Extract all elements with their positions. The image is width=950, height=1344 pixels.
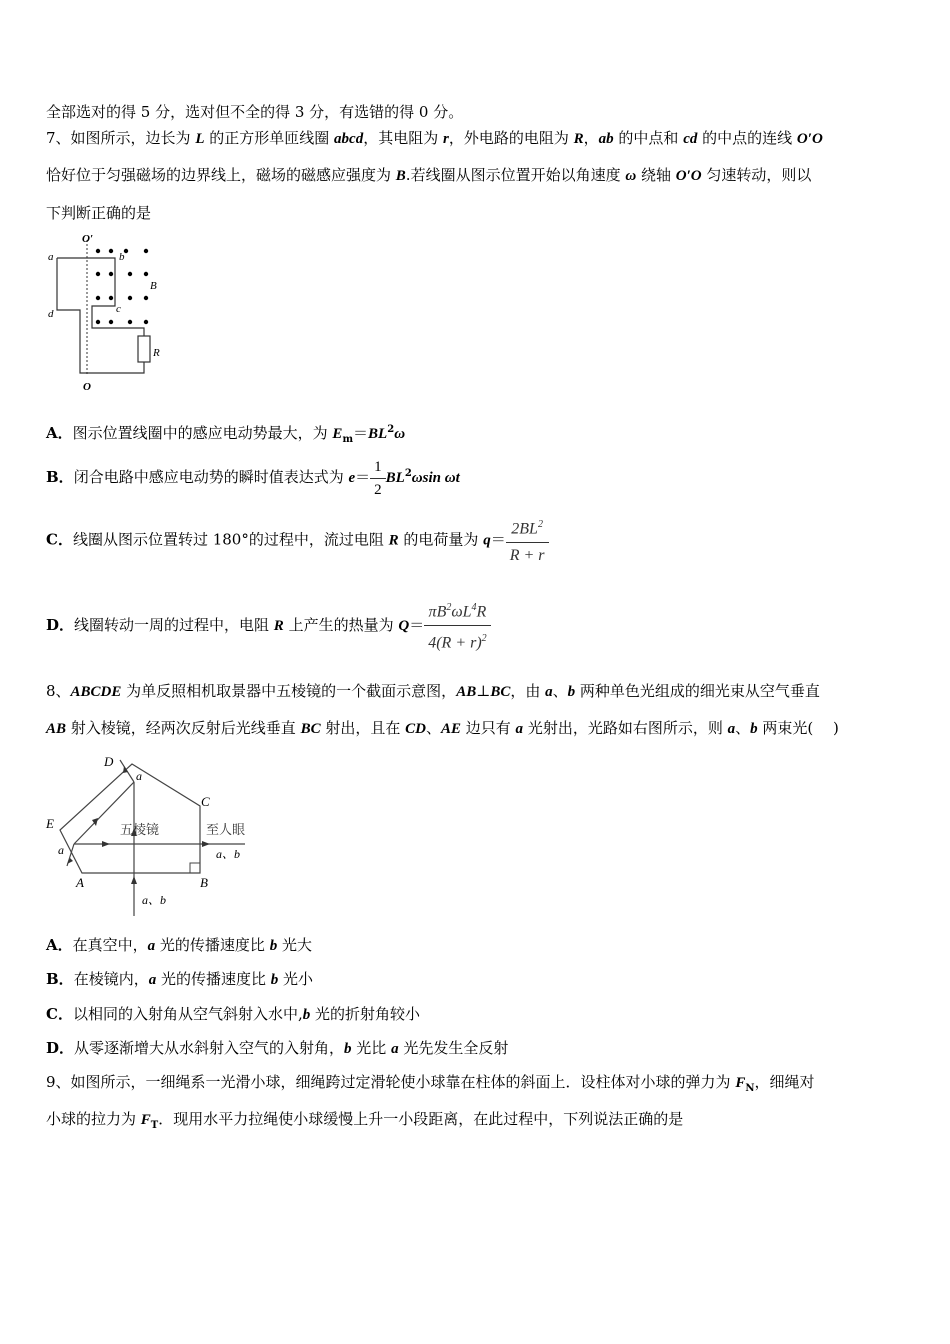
var-a: a bbox=[515, 721, 524, 737]
text: 光小 bbox=[278, 970, 314, 988]
q7-option-a[interactable] bbox=[46, 420, 405, 450]
text: 9、如图所示，一细绳系一光滑小球，细绳跨过定滑轮使小球靠在柱体的斜面上．设柱体对小球的弹力为 bbox=[46, 1073, 736, 1091]
fraction-half bbox=[370, 458, 386, 499]
prism-outline bbox=[60, 764, 200, 873]
fraction-charge bbox=[506, 514, 549, 567]
var-axis: O′O bbox=[796, 131, 823, 147]
text: 两束光( ) bbox=[757, 719, 839, 737]
var-F: F bbox=[735, 1075, 746, 1091]
resistor bbox=[138, 336, 150, 362]
q7-coil-figure bbox=[40, 228, 180, 398]
text: ，由 bbox=[510, 682, 546, 700]
text: 光大 bbox=[277, 936, 312, 954]
text: 光的折射角较小 bbox=[310, 1005, 421, 1023]
text: 8、 bbox=[46, 682, 71, 700]
text: 上产生的热量为 bbox=[283, 615, 399, 634]
var-a: a bbox=[391, 1041, 399, 1057]
label-c: c bbox=[116, 303, 121, 315]
arrow-right-1 bbox=[102, 841, 110, 847]
arrow-up-1 bbox=[131, 876, 137, 884]
text: .若线圈从图示位置开始以角速度 bbox=[405, 166, 626, 184]
label-prism: 五棱镜 bbox=[120, 822, 160, 837]
text: 射入棱镜，经两次反射后光线垂直 bbox=[66, 719, 301, 737]
text: 两种单色光组成的细光束从空气垂直 bbox=[575, 682, 820, 700]
text: ，其电阻为 bbox=[363, 129, 443, 147]
q8-option-a[interactable] bbox=[46, 935, 312, 956]
fraction-heat bbox=[424, 597, 490, 655]
var-R: R bbox=[273, 617, 284, 634]
var-AB: AB bbox=[456, 684, 477, 700]
text: 光的传播速度比 bbox=[155, 936, 270, 954]
denominator: R + r bbox=[509, 547, 545, 565]
sup-2: 2 bbox=[537, 519, 543, 530]
equals: ＝ bbox=[353, 424, 369, 442]
var-R: R bbox=[573, 131, 584, 147]
var-b: b bbox=[750, 721, 758, 737]
text: 的电荷量为 bbox=[398, 530, 484, 549]
var-axis: O′O bbox=[675, 168, 702, 184]
equals: ＝ bbox=[409, 615, 425, 634]
label-O-top: O′ bbox=[82, 233, 94, 245]
label-ab-right: a、b bbox=[216, 847, 241, 861]
num-part: πB bbox=[428, 603, 447, 621]
q9-stem-line1 bbox=[46, 1072, 815, 1099]
q7-option-b[interactable] bbox=[46, 452, 460, 496]
label-ab-bottom: a、b bbox=[142, 893, 167, 907]
var-b: b bbox=[344, 1041, 352, 1057]
text: 恰好位于匀强磁场的边界线上，磁场的磁感应强度为 bbox=[46, 166, 396, 184]
text: 7、如图所示，边长为 bbox=[46, 129, 196, 147]
text: ．现用水平力拉绳使小球缓慢上升一小段距离，在此过程中，下列说法正确的是 bbox=[158, 1110, 684, 1128]
var-ABCDE: ABCDE bbox=[70, 684, 122, 700]
q7-option-c[interactable] bbox=[46, 514, 549, 564]
text: 的中点的连线 bbox=[697, 129, 797, 147]
text: 从零逐渐增大从水斜射入空气的入射角， bbox=[74, 1039, 345, 1057]
label-d: d bbox=[48, 308, 54, 320]
var-a: a bbox=[147, 938, 156, 954]
label-to-eye: 至人眼 bbox=[206, 822, 246, 837]
text: 射出，且在 bbox=[320, 719, 406, 737]
text: 光先发生全反射 bbox=[398, 1039, 509, 1057]
var-CD: CD bbox=[405, 721, 426, 737]
label-E: E bbox=[46, 816, 54, 831]
var-AE: AE bbox=[440, 721, 461, 737]
var-a: a bbox=[148, 972, 157, 988]
q8-option-c[interactable] bbox=[46, 1004, 420, 1025]
var-B: B bbox=[395, 168, 406, 184]
sup-2: 2 bbox=[387, 424, 395, 435]
sub-T: T bbox=[150, 1120, 159, 1131]
equals: ＝ bbox=[490, 530, 506, 549]
q7-option-d[interactable] bbox=[46, 597, 491, 652]
var-BC: BC bbox=[300, 721, 321, 737]
num-part: ωL bbox=[451, 603, 472, 621]
arrow-a-top bbox=[123, 766, 128, 773]
text: 在棱镜内， bbox=[73, 970, 149, 988]
intro-line: 全部选对的得 5 分，选对但不全的得 3 分，有选错的得 0 分。 bbox=[46, 103, 464, 121]
q8-stem-line2 bbox=[46, 718, 839, 739]
label-R: R bbox=[153, 347, 160, 359]
denominator: 4(R + r) bbox=[428, 634, 482, 652]
text: 线圈转动一周的过程中，电阻 bbox=[74, 615, 274, 634]
sub-m: m bbox=[342, 434, 354, 445]
text: 在真空中， bbox=[72, 936, 148, 954]
text: 光的传播速度比 bbox=[156, 970, 271, 988]
var-omega-sin: ωsin ωt bbox=[411, 470, 460, 486]
label-A: A bbox=[76, 875, 84, 890]
option-letter: C． bbox=[46, 530, 73, 549]
text: ，细绳对 bbox=[754, 1073, 815, 1091]
text: 、 bbox=[735, 719, 751, 737]
text: 图示位置线圈中的感应电动势最大，为 bbox=[72, 424, 333, 442]
var-omega: ω bbox=[625, 168, 637, 184]
q8-pentaprism-figure bbox=[40, 748, 260, 920]
text: 绕轴 bbox=[636, 166, 676, 184]
text: ， bbox=[583, 129, 599, 147]
option-letter: A． bbox=[46, 936, 73, 954]
var-b: b bbox=[302, 1007, 311, 1023]
text: 光比 bbox=[351, 1039, 392, 1057]
var-q: q bbox=[483, 532, 491, 549]
text: 闭合电路中感应电动势的瞬时值表达式为 bbox=[73, 468, 349, 486]
var-b: b bbox=[269, 938, 278, 954]
label-C: C bbox=[201, 794, 210, 809]
label-B: B bbox=[200, 875, 208, 890]
label-a-top: a bbox=[136, 769, 142, 783]
text: 为单反照相机取景器中五棱镜的一个截面示意图， bbox=[121, 682, 457, 700]
var-BC: BC bbox=[490, 684, 511, 700]
text: 的中点和 bbox=[613, 129, 684, 147]
text: 小球的拉力为 bbox=[46, 1110, 141, 1128]
sup-4: 4 bbox=[471, 602, 477, 613]
q7-stem-line1 bbox=[46, 128, 823, 149]
perp-symbol: ⊥ bbox=[476, 682, 491, 700]
option-letter: A． bbox=[46, 424, 73, 442]
text: 以相同的入射角从空气斜射入水中, bbox=[72, 1005, 303, 1023]
text: ，外电路的电阻为 bbox=[448, 129, 574, 147]
q9-stem-line2 bbox=[46, 1109, 683, 1136]
var-a: a bbox=[727, 721, 736, 737]
q8-stem-line1 bbox=[46, 681, 820, 702]
var-BL: BL bbox=[385, 470, 405, 486]
numerator: 2BL bbox=[511, 520, 538, 538]
text: 匀速转动，则以 bbox=[701, 166, 812, 184]
numerator: 1 bbox=[370, 458, 386, 479]
sup-2: 2 bbox=[446, 602, 452, 613]
option-letter: B． bbox=[46, 468, 74, 486]
var-F: F bbox=[140, 1112, 151, 1128]
label-b: b bbox=[119, 251, 125, 263]
sup-2: 2 bbox=[481, 633, 487, 645]
var-Q: Q bbox=[398, 617, 410, 634]
var-b: b bbox=[567, 684, 576, 700]
label-a: a bbox=[48, 251, 54, 263]
var-cd: cd bbox=[683, 131, 698, 147]
text: 线圈从图示位置转过 180°的过程中，流过电阻 bbox=[72, 530, 389, 549]
label-O-bottom: O bbox=[83, 381, 91, 393]
denominator: 2 bbox=[374, 481, 382, 498]
text: 的正方形单匝线圈 bbox=[204, 129, 335, 147]
var-AB: AB bbox=[46, 721, 67, 737]
var-abcd: abcd bbox=[334, 131, 364, 147]
arrow-a-left bbox=[67, 858, 73, 864]
option-letter: C． bbox=[46, 1005, 73, 1023]
num-part: R bbox=[476, 603, 487, 621]
text: 光射出，光路如右图所示，则 bbox=[523, 719, 728, 737]
option-letter: D． bbox=[46, 1039, 75, 1057]
q7-stem-line2 bbox=[46, 165, 811, 186]
right-angle-mark bbox=[190, 863, 200, 873]
var-omega: ω bbox=[394, 426, 406, 442]
option-letter: B． bbox=[46, 970, 74, 988]
var-e: e bbox=[348, 470, 356, 486]
label-B: B bbox=[150, 280, 157, 292]
label-a-left: a bbox=[58, 843, 64, 857]
var-a: a bbox=[545, 684, 553, 700]
var-r: r bbox=[442, 131, 449, 147]
var-b: b bbox=[270, 972, 279, 988]
var-ab: ab bbox=[598, 131, 614, 147]
sub-N: N bbox=[745, 1083, 755, 1094]
var-E: E bbox=[332, 426, 343, 442]
arrow-right-2 bbox=[202, 841, 210, 847]
text: 边只有 bbox=[461, 719, 516, 737]
text: 、 bbox=[552, 682, 568, 700]
q8-option-d[interactable] bbox=[46, 1038, 508, 1059]
label-D: D bbox=[104, 754, 114, 769]
sup-2: 2 bbox=[404, 468, 412, 479]
var-R: R bbox=[388, 532, 399, 549]
q7-stem-line3: 下判断正确的是 bbox=[46, 204, 152, 222]
equals: ＝ bbox=[355, 468, 371, 486]
q8-option-b[interactable] bbox=[46, 969, 313, 990]
var-BL: BL bbox=[368, 426, 388, 442]
option-letter: D． bbox=[46, 615, 75, 634]
text: 、 bbox=[425, 719, 441, 737]
var-L: L bbox=[195, 131, 205, 147]
